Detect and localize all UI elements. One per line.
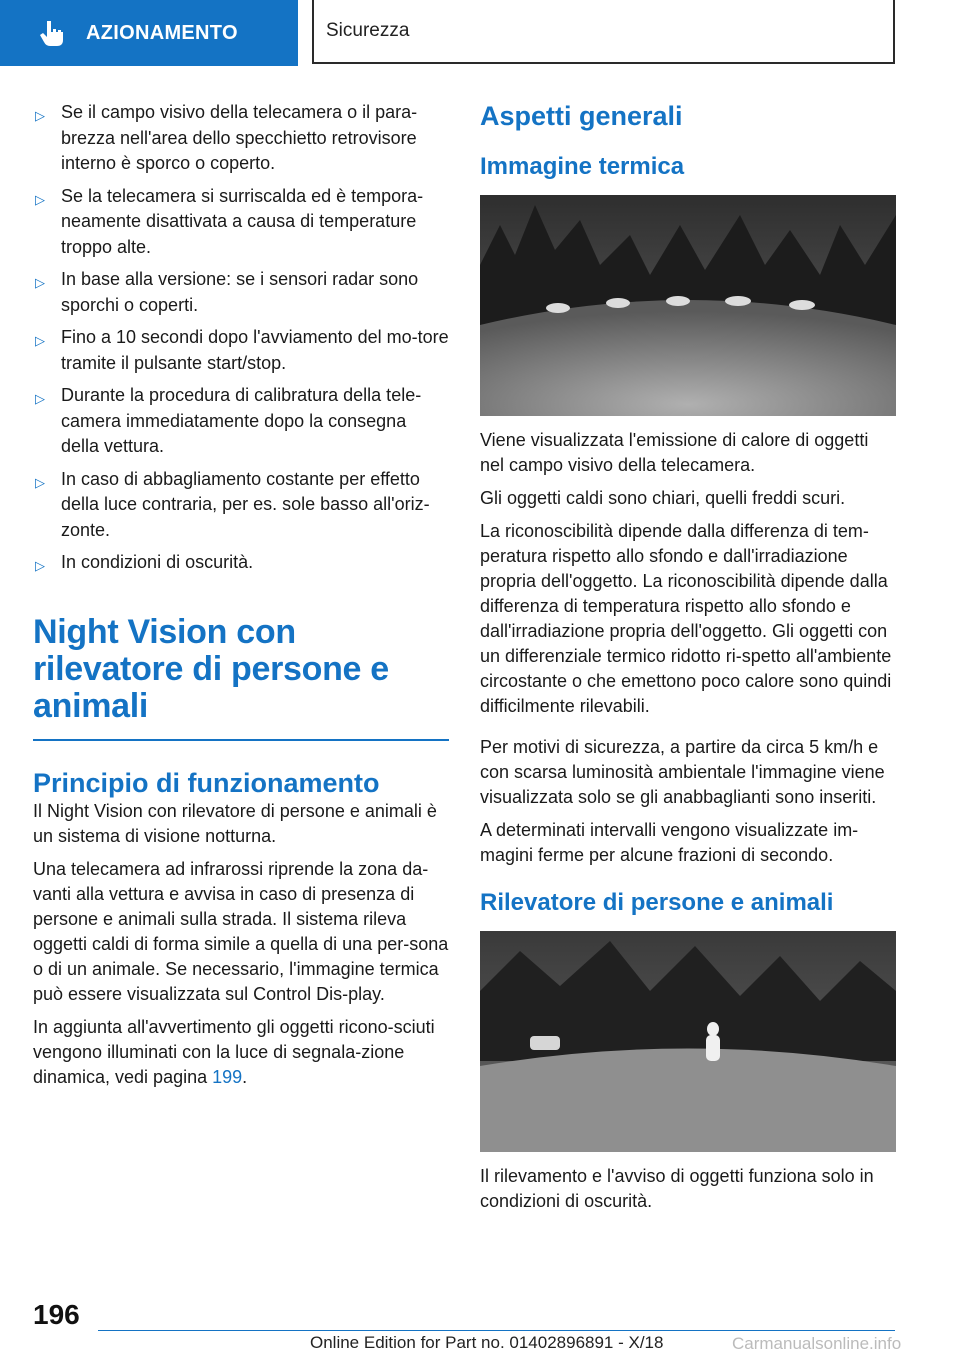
principle-paragraph-1: Il Night Vision con rilevatore di persone e animali è un sistema di visione notturna. — [33, 800, 437, 846]
triangle-bullet-icon: ▷ — [35, 558, 45, 573]
triangle-bullet-icon: ▷ — [35, 275, 45, 290]
list-item: ▷ In condizioni di oscurità. — [33, 550, 449, 576]
triangle-bullet-icon: ▷ — [35, 191, 45, 207]
list-item: ▷ Se la telecamera si surriscalda ed è tempora-neamente disattivata a causa di temperature troppo alte. — [35, 185, 424, 257]
triangle-bullet-icon: ▷ — [35, 333, 45, 348]
triangle-bullet-icon: ▷ — [35, 108, 45, 123]
thermal-paragraph-5: A determinati intervalli vengono visualizzate im-magini ferme per alcune frazioni di secondo. — [480, 820, 859, 865]
chapter-title: Night Vision con rilevatore di persone e animali — [33, 612, 389, 725]
list-item: ▷ Durante la procedura di calibratura della tele-camera immediatamente dopo la consegna della vettura. — [35, 385, 422, 456]
hand-pointer-icon — [40, 19, 66, 47]
right-column — [480, 100, 896, 1222]
section-tab-label: AZIONAMENTO — [86, 21, 238, 44]
detector-paragraph-1: Il rilevamento e l'avviso di oggetti funziona solo in condizioni di oscurità. — [480, 1166, 874, 1211]
detector-heading: Rilevatore di persone e animali — [480, 889, 834, 916]
principle-paragraph-2: Una telecamera ad infrarossi riprende la zona da-vanti alla vettura e avvisa in caso di presenza di persone e animali sulla strada. Il sistema rileva oggetti caldi di forma simile a quella di una per-sona o di un animale. Se necessario, l'immagine termica può essere visualizzata sul Control Dis-play. — [33, 858, 449, 1004]
list-item: ▷ Se il campo visivo della telecamera o il para-brezza nell'area dello specchietto retrovisore interno è sporco o coperto. — [35, 102, 418, 173]
section-title: Sicurezza — [312, 0, 895, 64]
footer-divider — [98, 1330, 895, 1331]
thermal-paragraph-4: Per motivi di sicurezza, a partire da circa 5 km/h e con scarsa luminosità ambientale l'immagine viene visualizzata solo se gli anabbaglianti sono inseriti. — [480, 737, 885, 807]
list-item: ▷ In caso di abbagliamento costante per effetto della luce contraria, per es. sole basso all'oriz-zonte. — [35, 468, 430, 540]
thermal-heading: Immagine termica — [480, 153, 685, 180]
list-item: ▷ Fino a 10 secondi dopo l'avviamento del mo-tore tramite il pulsante start/stop. — [35, 327, 449, 373]
principle-paragraph-3: In aggiunta all'avvertimento gli oggetti ricono-sciuti vengono illuminati con la luce di segnala-zione dinamica, vedi pagina 199. — [33, 1016, 435, 1087]
edition-footer: Online Edition for Part no. 01402896891 - X/18 — [310, 1333, 664, 1352]
watermark: Carmanualsonline.info — [732, 1334, 902, 1353]
thermal-paragraph-1: Viene visualizzata l'emissione di calore di oggetti nel campo visivo della telecamera. — [480, 430, 869, 475]
thermal-paragraph-3: La riconoscibilità dipende dalla differenza di tem-peratura rispetto allo sfondo e dall'irradiazione propria dell'oggetto. La riconoscibilità dipende dalla differenza di temperatura rispetto allo sfondo e dall'irradiazione propria dell'oggetto. Gli oggetti con un differenziale termico ridotto ri-spetto all'ambiente circostante o che emettono poco calore sono quindi difficilmente rilevabili. — [480, 521, 892, 716]
thermal-image — [480, 195, 896, 416]
chapter-divider — [33, 739, 449, 741]
triangle-bullet-icon: ▷ — [35, 391, 45, 406]
page-link[interactable]: 199 — [212, 1066, 243, 1087]
principle-heading: Principio di funzionamento — [33, 767, 380, 798]
general-heading: Aspetti generali — [480, 101, 683, 131]
detector-image — [480, 931, 896, 1152]
triangle-bullet-icon: ▷ — [35, 474, 45, 490]
left-column — [33, 100, 449, 1098]
list-item: ▷ In base alla versione: se i sensori radar sono sporchi o coperti. — [35, 269, 419, 315]
condition-list — [33, 100, 449, 576]
section-tab — [0, 0, 298, 66]
page-number: 196 — [33, 1299, 80, 1330]
thermal-paragraph-2: Gli oggetti caldi sono chiari, quelli freddi scuri. — [480, 488, 846, 508]
